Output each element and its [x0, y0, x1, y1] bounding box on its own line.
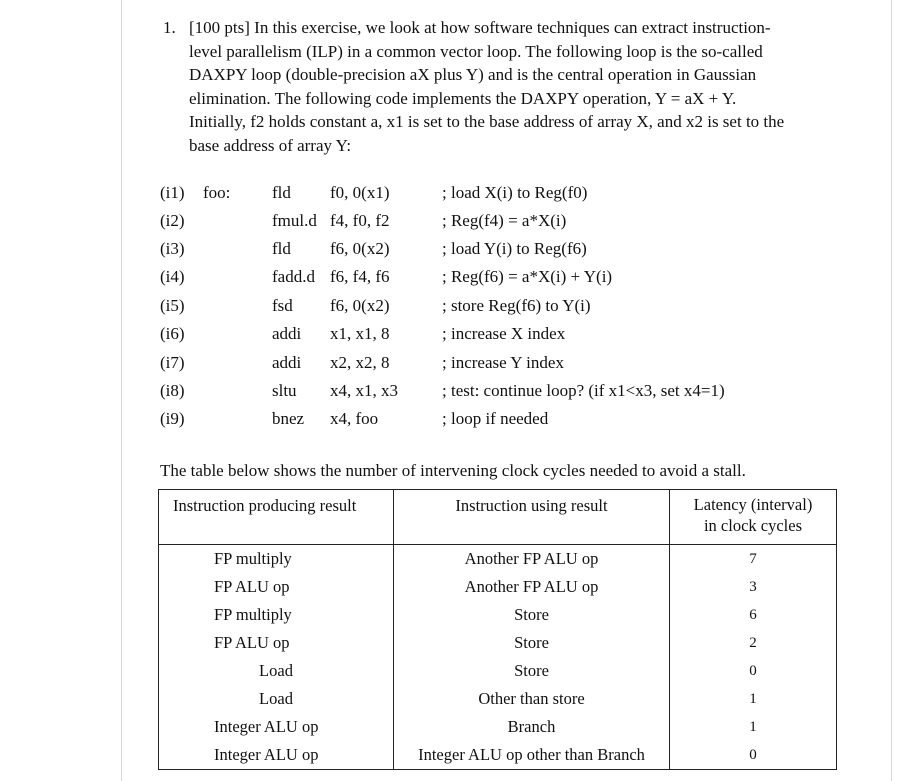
consumer-cell: Another FP ALU op [394, 545, 670, 574]
code-comment: ; loop if needed [442, 409, 549, 428]
instruction-number: (i9) [160, 409, 185, 428]
problem-line: base address of array Y: [189, 135, 352, 155]
table-row [159, 629, 837, 657]
opcode: addi [272, 353, 302, 372]
header-latency-line2: in clock cycles [703, 516, 803, 535]
header-consumer: Instruction using result [394, 490, 670, 545]
producer-cell: FP multiply [159, 601, 394, 629]
latency-table [158, 489, 837, 770]
table-row [159, 601, 837, 629]
code-line [0, 296, 910, 324]
instruction-number: (i3) [160, 239, 185, 258]
opcode: fadd.d [272, 267, 315, 286]
latency-cell: 0 [670, 741, 837, 770]
code-line [0, 324, 910, 352]
problem-line: Initially, f2 holds constant a, x1 is set to the base address of array X, and x2 is set to the [189, 112, 785, 131]
producer-cell: Integer ALU op [159, 713, 394, 741]
operands: x1, x1, 8 [330, 324, 390, 343]
table-row [159, 685, 837, 713]
table-row [159, 741, 837, 770]
consumer-cell: Branch [394, 713, 670, 741]
latency-cell: 3 [670, 573, 837, 601]
code-comment: ; store Reg(f6) to Y(i) [442, 296, 591, 315]
operands: x4, x1, x3 [330, 381, 398, 400]
code-line [0, 211, 910, 239]
code-line [0, 239, 910, 267]
opcode: fld [272, 239, 291, 258]
code-line [0, 353, 910, 381]
opcode: fld [272, 183, 291, 202]
consumer-cell: Other than store [394, 685, 670, 713]
instruction-number: (i7) [160, 353, 185, 372]
code-comment: ; increase Y index [442, 353, 564, 372]
instruction-number: (i6) [160, 324, 185, 343]
opcode: bnez [272, 409, 305, 428]
instruction-number: (i1) [160, 183, 185, 202]
opcode: fmul.d [272, 211, 317, 230]
producer-cell: FP ALU op [159, 629, 394, 657]
latency-cell: 1 [670, 685, 837, 713]
producer-cell: FP multiply [159, 545, 394, 574]
header-producer: Instruction producing result [159, 490, 394, 545]
operands: x2, x2, 8 [330, 353, 390, 372]
code-label: foo: [203, 183, 231, 202]
instruction-number: (i2) [160, 211, 185, 230]
latency-cell: 2 [670, 629, 837, 657]
problem-line: level parallelism (ILP) in a common vector loop. The following loop is the so-called [189, 41, 763, 61]
problem-number: 1. [163, 18, 176, 37]
code-line [0, 267, 910, 295]
producer-cell: Load [159, 685, 394, 713]
producer-cell: Load [159, 657, 394, 685]
code-comment: ; load X(i) to Reg(f0) [442, 183, 588, 202]
latency-cell: 0 [670, 657, 837, 685]
producer-cell: Integer ALU op [159, 741, 394, 770]
consumer-cell: Integer ALU op other than Branch [394, 741, 670, 770]
code-line [0, 409, 910, 437]
operands: f6, f4, f6 [330, 267, 390, 286]
table-caption: The table below shows the number of intervening clock cycles needed to avoid a stall. [160, 461, 746, 480]
latency-cell: 1 [670, 713, 837, 741]
problem-line: [100 pts] In this exercise, we look at how software techniques can extract instruction- [189, 18, 771, 37]
table-row [159, 657, 837, 685]
opcode: addi [272, 324, 302, 343]
producer-cell: FP ALU op [159, 573, 394, 601]
code-comment: ; load Y(i) to Reg(f6) [442, 239, 587, 258]
problem-line: DAXPY loop (double-precision aX plus Y) and is the central operation in Gaussian [189, 65, 757, 84]
consumer-cell: Store [394, 629, 670, 657]
instruction-number: (i4) [160, 267, 185, 286]
operands: f6, 0(x2) [330, 296, 390, 315]
table-row [159, 545, 837, 574]
code-comment: ; Reg(f4) = a*X(i) [442, 211, 567, 230]
consumer-cell: Another FP ALU op [394, 573, 670, 601]
header-latency-line1: Latency (interval) [693, 495, 813, 514]
consumer-cell: Store [394, 657, 670, 685]
operands: x4, foo [330, 409, 379, 428]
code-comment: ; increase X index [442, 324, 566, 343]
instruction-number: (i8) [160, 381, 185, 400]
header-latency [670, 490, 837, 545]
instruction-number: (i5) [160, 296, 185, 315]
table-header-row [159, 490, 837, 545]
opcode: fsd [272, 296, 293, 315]
operands: f0, 0(x1) [330, 183, 390, 202]
latency-cell: 6 [670, 601, 837, 629]
table-row [159, 713, 837, 741]
code-line [0, 381, 910, 409]
problem-line: elimination. The following code implements the DAXPY operation, Y = aX + Y. [189, 88, 737, 108]
code-line [0, 183, 910, 211]
consumer-cell: Store [394, 601, 670, 629]
code-comment: ; Reg(f6) = a*X(i) + Y(i) [442, 267, 613, 286]
table-row [159, 573, 837, 601]
operands: f4, f0, f2 [330, 211, 390, 230]
operands: f6, 0(x2) [330, 239, 390, 258]
code-comment: ; test: continue loop? (if x1<x3, set x4=1) [442, 381, 725, 400]
opcode: sltu [272, 381, 297, 400]
latency-cell: 7 [670, 545, 837, 574]
